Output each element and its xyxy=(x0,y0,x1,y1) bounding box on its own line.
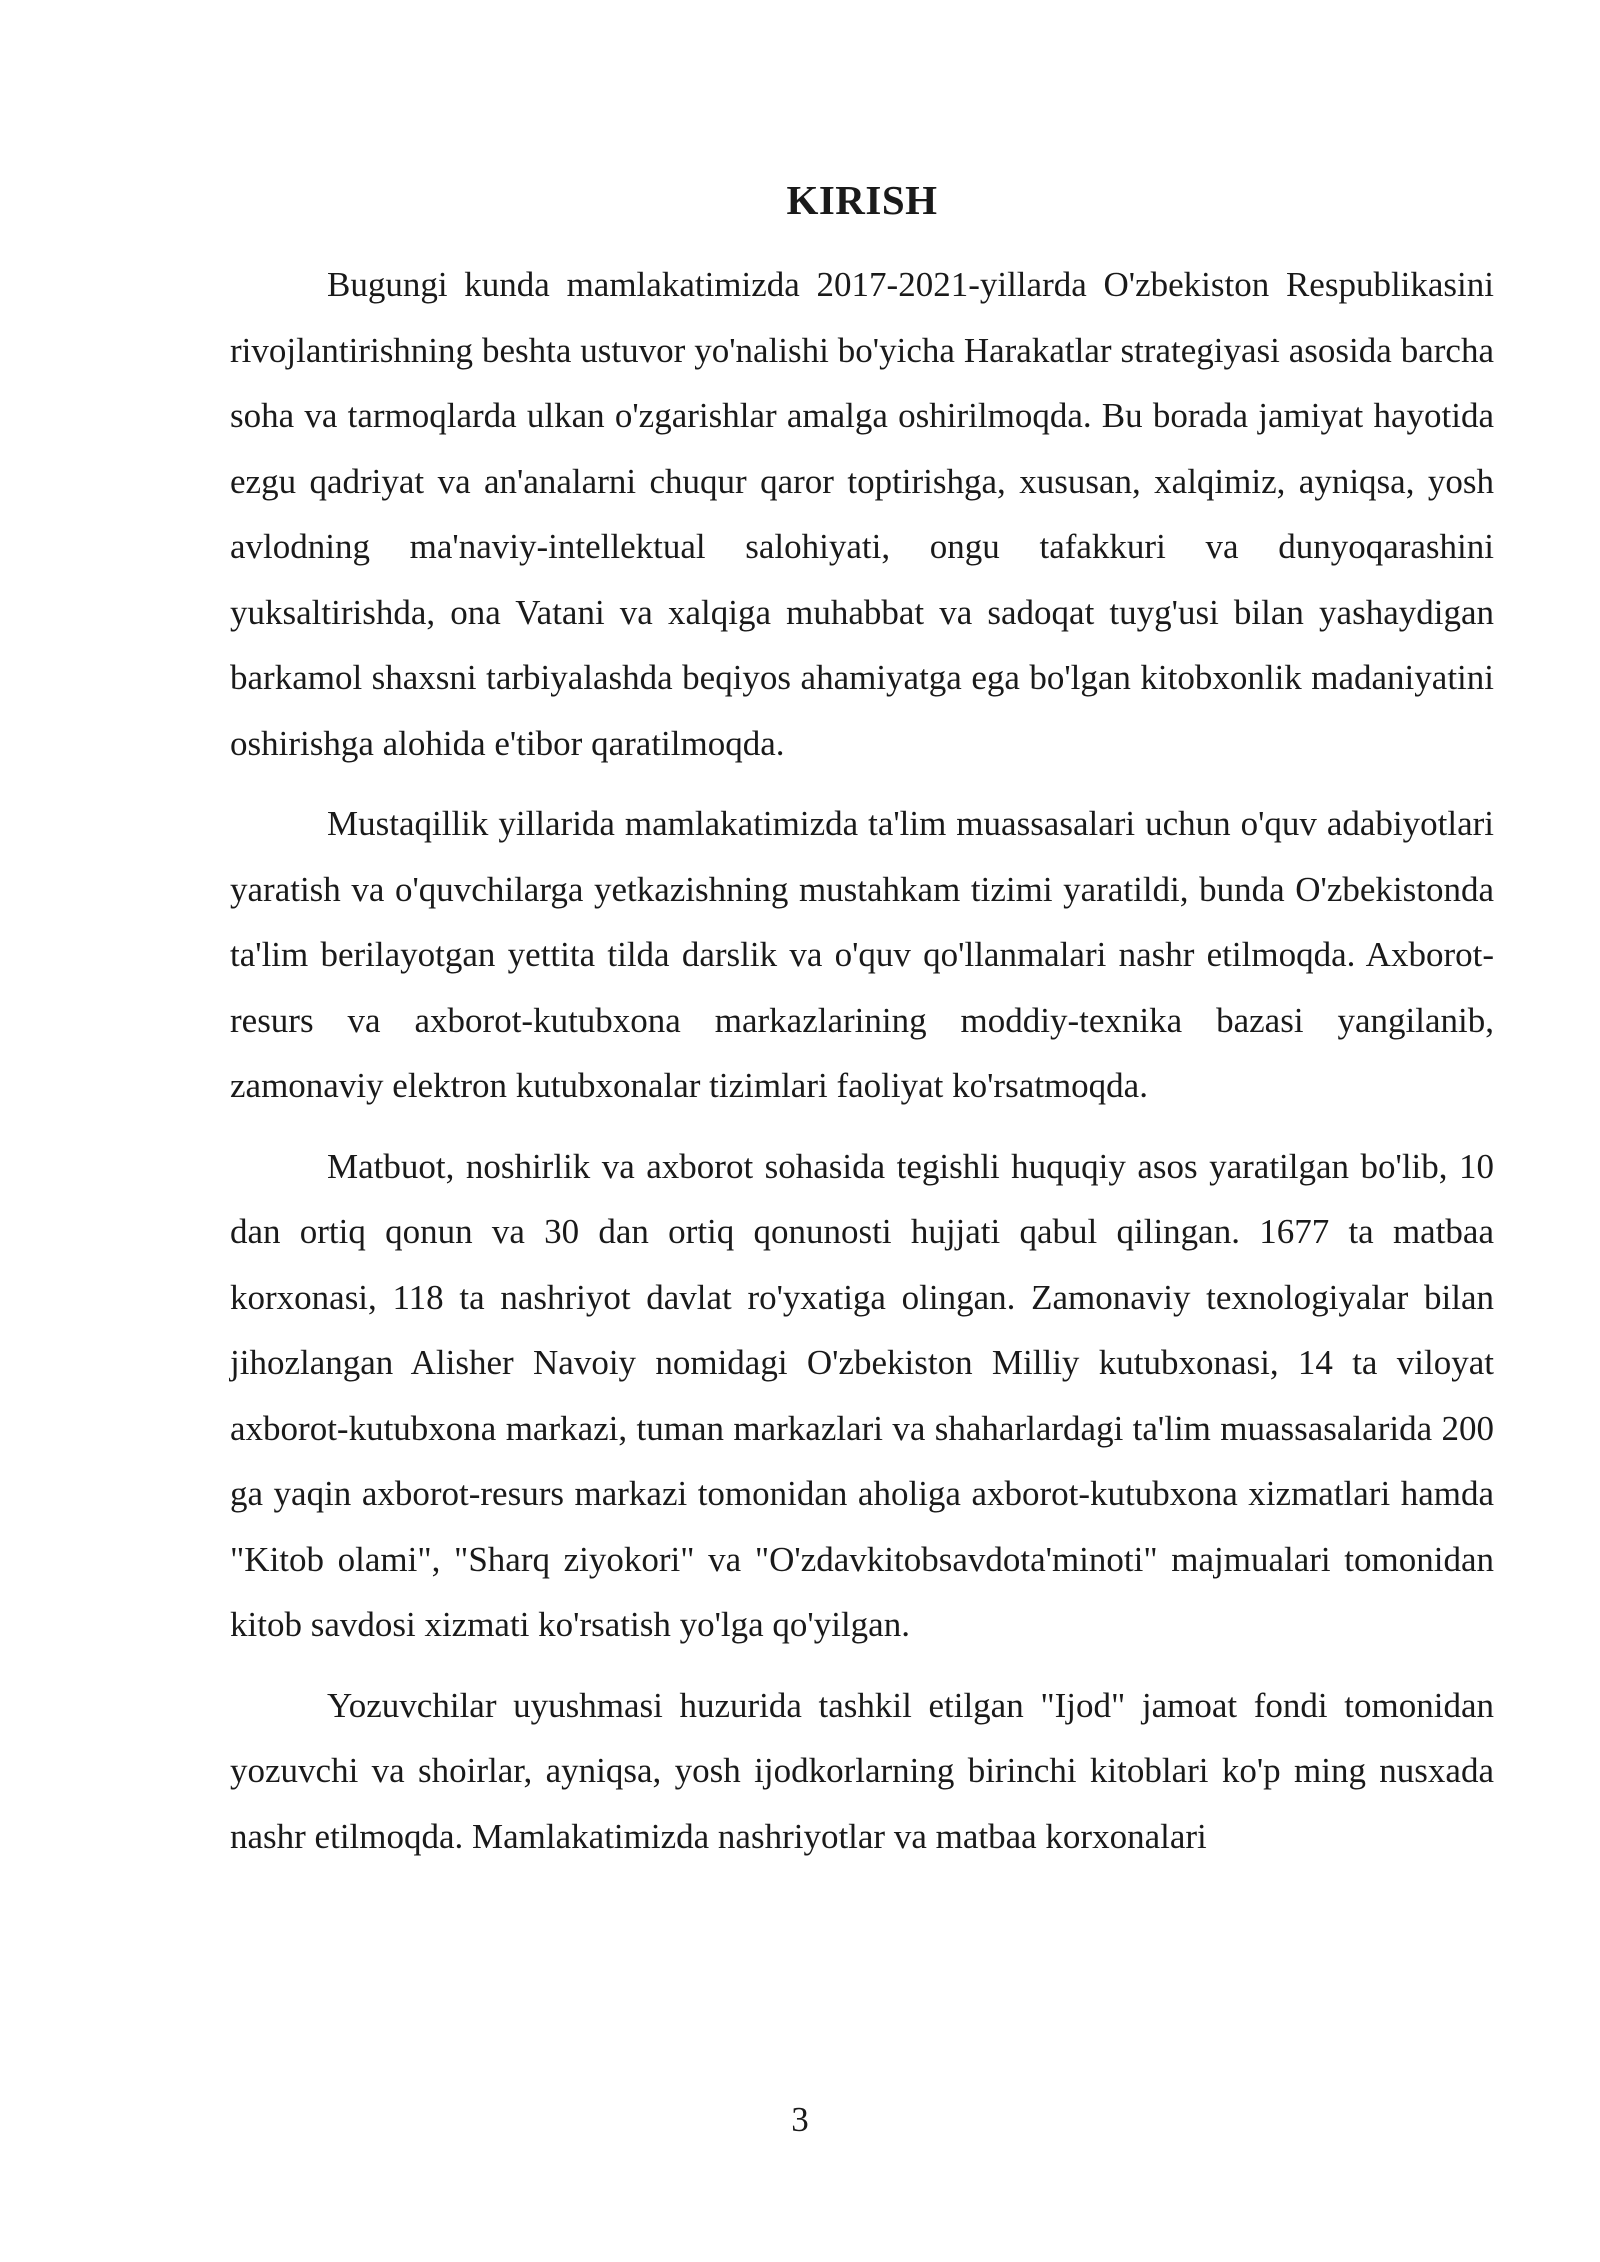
paragraph-3: Matbuot, noshirlik va axborot sohasida tegishli huquqiy asos yaratilgan bo'lib, 10 dan ortiq qonun va 30 dan ortiq qonunosti hujjati qabul qilingan. 1677 ta matbaa korxonasi, 118 ta nashriyot davlat ro'yxatiga olingan. Zamonaviy texnologiyalar bilan jihozlangan Alisher Navoiy nomidagi O'zbekiston Milliy kutubxonasi, 14 ta viloyat axborot-kutubxona markazi, tuman markazlari va shaharlardagi ta'lim muassasalarida 200 ga yaqin axborot-resurs markazi tomonidan aholiga axborot-kutubxona xizmatlari hamda "Kitob olami", "Sharq ziyokori" va "O'zdavkitobsavdota'minoti" majmualari tomonidan kitob savdosi xizmati ko'rsatish yo'lga qo'yilgan. xyxy=(230,1146,1494,1644)
section-title: KIRISH xyxy=(786,177,938,223)
paragraph-4: Yozuvchilar uyushmasi huzurida tashkil etilgan "Ijod" jamoat fondi tomonidan yozuvchi va shoirlar, ayniqsa, yosh ijodkorlarning birinchi kitoblari ko'p ming nusxada nashr etilmoqda. Mamlakatimizda nashriyotlar va matbaa korxonalari xyxy=(230,1685,1494,1856)
paragraph-1: Bugungi kunda mamlakatimizda 2017-2021-yillarda O'zbekiston Respublikasini rivojlantirishning beshta ustuvor yo'nalishi bo'yicha Harakatlar strategiyasi asosida barcha soha va tarmoqlarda ulkan o'zgarishlar amalga oshirilmoqda. Bu borada jamiyat hayotida ezgu qadriyat va an'analarni chuqur qaror toptirishga, xususan, xalqimiz, ayniqsa, yosh avlodning ma'naviy-intellektual salohiyati, ongu tafakkuri va dunyoqarashini yuksaltirishda, ona Vatani va xalqiga muhabbat va sadoqat tuyg'usi bilan yashaydigan barkamol shaxsni tarbiyalashda beqiyos ahamiyatga ega bo'lgan kitobxonlik madaniyatini oshirishga alohida e'tibor qaratilmoqda. xyxy=(230,265,1494,763)
page-number: 3 xyxy=(791,2100,809,2139)
paragraph-2: Mustaqillik yillarida mamlakatimizda ta'lim muassasalari uchun o'quv adabiyotlari yaratish va o'quvchilarga yetkazishning mustahkam tizimi yaratildi, bunda O'zbekistonda ta'lim berilayotgan yettita tilda darslik va o'quv qo'llanmalari nashr etilmoqda. Axborot-resurs va axborot-kutubxona markazlarining moddiy-texnika bazasi yangilanib, zamonaviy elektron kutubxonalar tizimlari faoliyat ko'rsatmoqda. xyxy=(230,804,1494,1105)
document-page xyxy=(230,170,1494,1884)
